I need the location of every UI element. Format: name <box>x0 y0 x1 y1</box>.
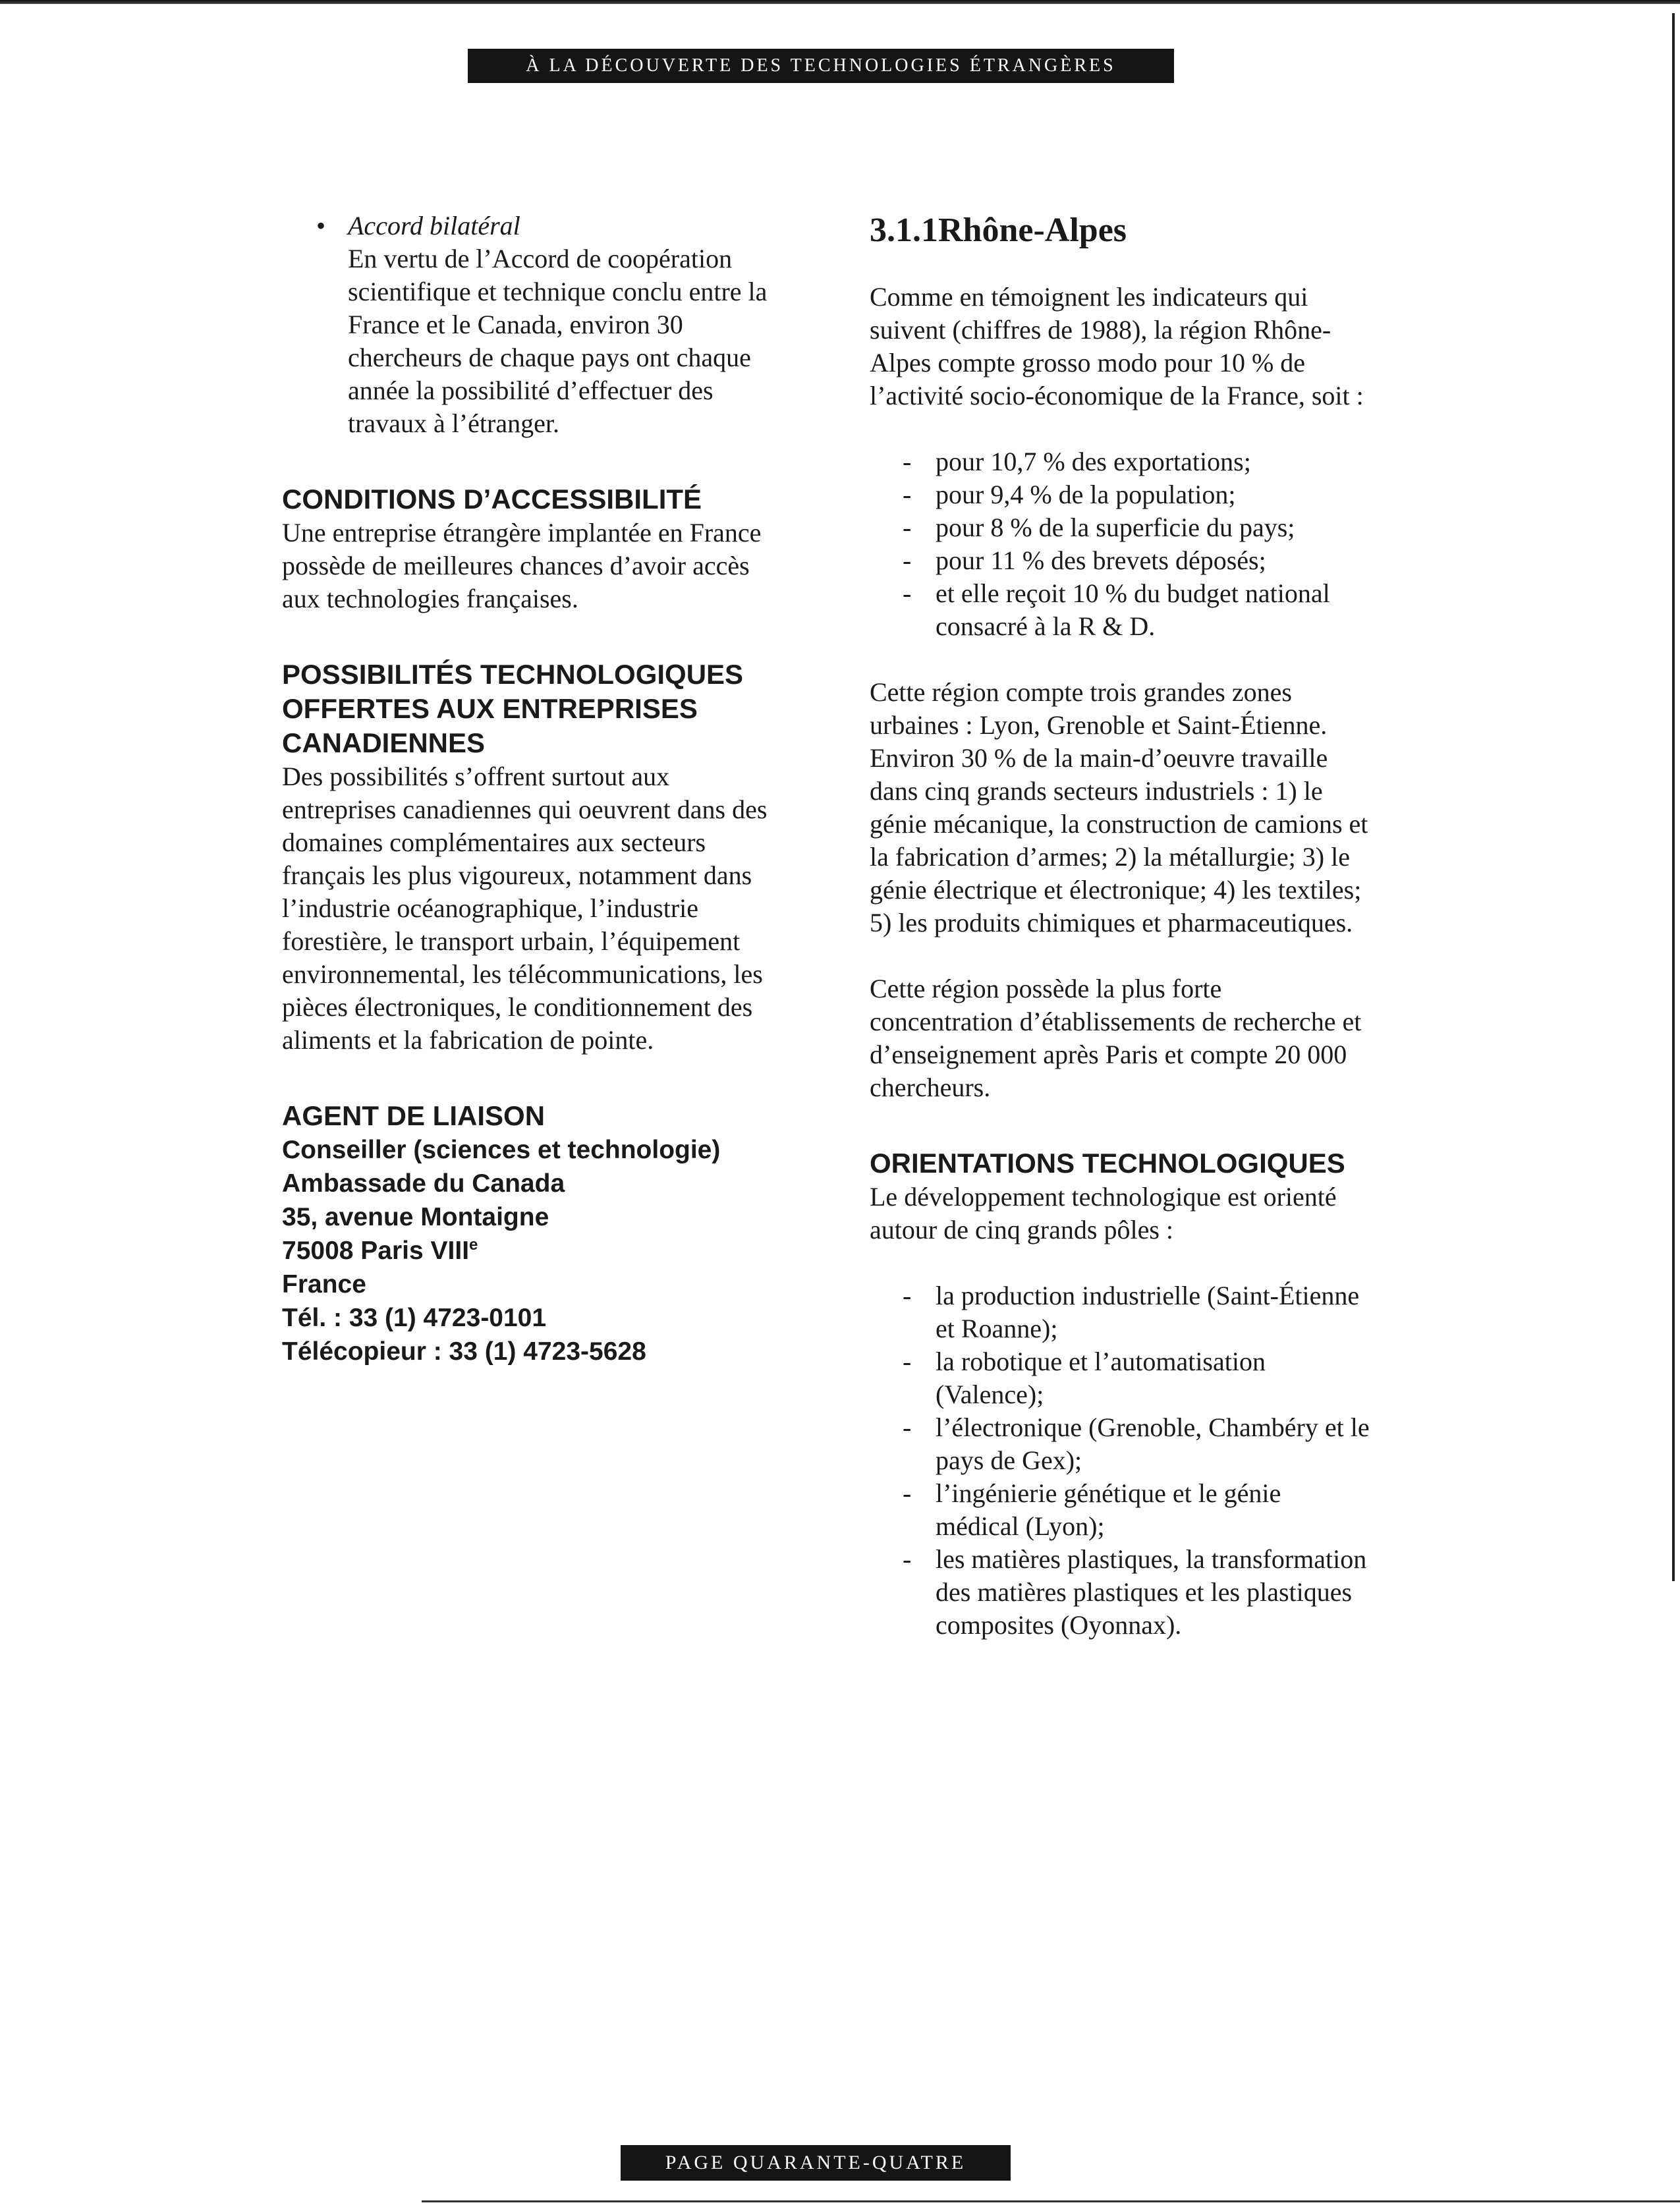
agent-city-sup: e <box>469 1236 478 1254</box>
bullet-dot-icon: • <box>316 211 326 240</box>
agent-line-title: Conseiller (sciences et technologie) <box>282 1136 721 1164</box>
top-rule <box>0 0 1680 4</box>
agent-line-embassy: Ambassade du Canada <box>282 1169 565 1198</box>
agent-city-text: 75008 Paris VIII <box>282 1237 470 1265</box>
bullet-text: En vertu de l’Accord de coopération scientifique et technique conclu entre la France et le Canada, environ 30 chercheurs de chaque pays ont chaque année la possibilité d’effectuer des travaux à l’étranger. <box>348 244 768 438</box>
right-column <box>870 210 1370 1642</box>
footer-banner <box>621 2145 1011 2181</box>
section-title: 3.1.1Rhône-Alpes <box>870 211 1127 249</box>
possibilites-heading: POSSIBILITÉS TECHNOLOGIQUES OFFERTES AUX ENTREPRISES CANADIENNES <box>282 659 744 758</box>
bottom-rule <box>422 2200 1680 2202</box>
list-item: - la production industrielle (Saint-Étienne et Roanne); <box>903 1281 1360 1343</box>
orientations-intro: Le développement technologique est orienté autour de cinq grands pôles : <box>870 1182 1337 1244</box>
intro-paragraph: Comme en témoignent les indicateurs qui suivent (chiffres de 1988), la région Rhône-Alpes compte grosso modo pour 10 % de l’activité socio-économique de la France, soit : <box>870 282 1364 410</box>
list-item: - pour 9,4 % de la population; <box>903 480 1236 509</box>
agent-line-city <box>282 1234 783 1268</box>
list-item: - et elle reçoit 10 % du budget national consacré à la R & D. <box>903 578 1330 641</box>
agent-line-fax: Télécopieur : 33 (1) 4723-5628 <box>282 1337 646 1366</box>
indicator-list <box>870 445 1370 643</box>
list-item: - les matières plastiques, la transformation des matières plastiques et les plastiques composites (Oyonnax). <box>903 1544 1367 1640</box>
poles-list <box>870 1279 1370 1642</box>
bullet-title: Accord bilatéral <box>348 211 520 240</box>
footer-banner-text: PAGE QUARANTE-QUATRE <box>665 2152 966 2173</box>
agent-heading: AGENT DE LIAISON <box>282 1100 546 1131</box>
list-item: - l’ingénierie génétique et le génie médical (Lyon); <box>903 1478 1281 1541</box>
list-item: - pour 8 % de la superficie du pays; <box>903 513 1295 542</box>
list-item: - pour 10,7 % des exportations; <box>903 447 1251 476</box>
header-banner <box>468 49 1174 83</box>
header-banner-text: À LA DÉCOUVERTE DES TECHNOLOGIES ÉTRANGÈRES <box>526 55 1116 76</box>
conditions-heading: CONDITIONS D’ACCESSIBILITÉ <box>282 484 702 515</box>
zones-paragraph: Cette région compte trois grandes zones urbaines : Lyon, Grenoble et Saint-Étienne. Environ 30 % de la main-d’oeuvre travaille dans cinq grands secteurs industriels : 1) le génie mécanique, la construction de camions et la fabrication d’armes; 2) la métallurgie; 3) le génie électrique et électronique; 4) les textiles; 5) les produits chimiques et pharmaceutiques. <box>870 677 1368 937</box>
list-item: - pour 11 % des brevets déposés; <box>903 545 1266 575</box>
agent-line-street: 35, avenue Montaigne <box>282 1203 549 1231</box>
left-column <box>282 210 783 1368</box>
page-edge <box>1672 13 1675 1581</box>
agent-address <box>282 1133 783 1368</box>
agent-line-phone: Tél. : 33 (1) 4723-0101 <box>282 1304 547 1332</box>
conditions-text: Une entreprise étrangère implantée en France possède de meilleures chances d’avoir accès aux technologies françaises. <box>282 518 762 613</box>
bullet-item <box>282 210 783 440</box>
list-item: - l’électronique (Grenoble, Chambéry et le pays de Gex); <box>903 1412 1370 1475</box>
possibilites-text: Des possibilités s’offrent surtout aux entreprises canadiennes qui oeuvrent dans des domaines complémentaires aux secteurs français les plus vigoureux, notamment dans l’industrie océanographique, l’industrie forestière, le transport urbain, l’équipement environnemental, les télécommunications, les pièces électroniques, le conditionnement des aliments et la fabrication de pointe. <box>282 762 768 1055</box>
agent-line-country: France <box>282 1270 366 1299</box>
list-item: - la robotique et l’automatisation (Valence); <box>903 1347 1266 1409</box>
orientations-heading: ORIENTATIONS TECHNOLOGIQUES <box>870 1148 1345 1179</box>
research-paragraph: Cette région possède la plus forte concentration d’établissements de recherche et d’enseignement après Paris et compte 20 000 chercheurs. <box>870 974 1362 1102</box>
